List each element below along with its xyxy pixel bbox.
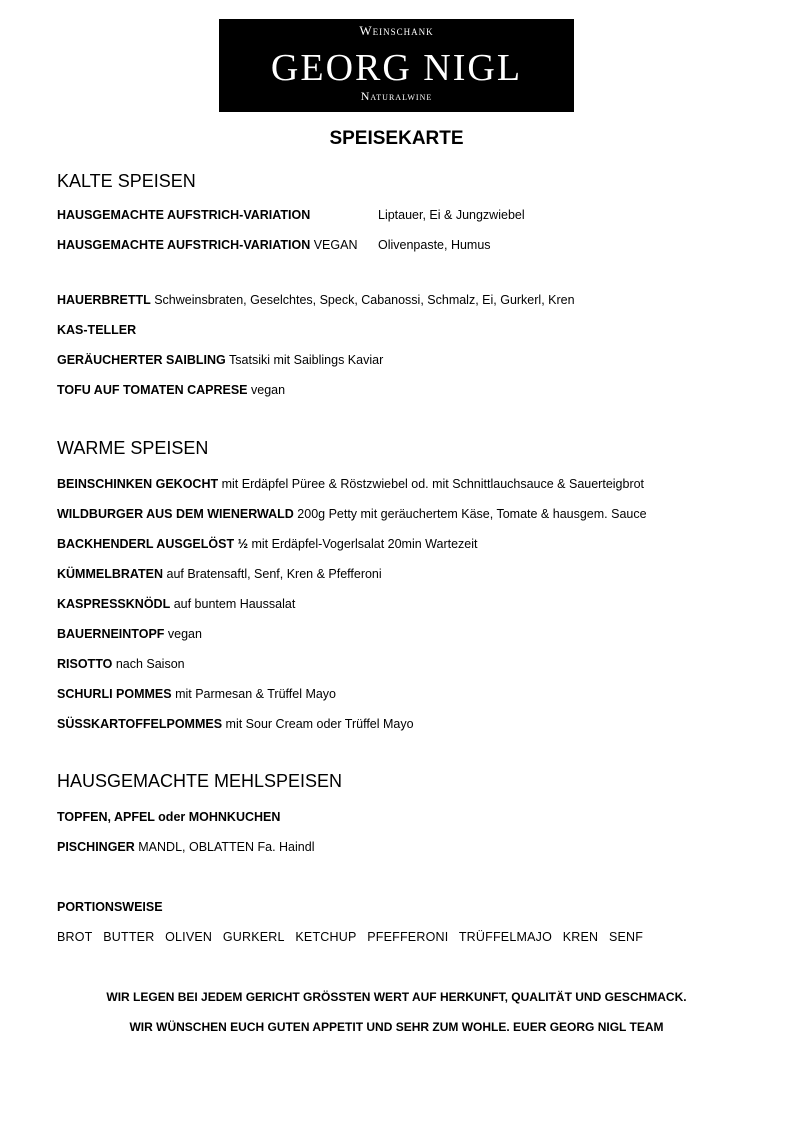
menu-item-desc: vegan (247, 383, 286, 397)
menu-item-name: KAS-TELLER (57, 323, 137, 337)
portion-heading-label: PORTIONSWEISE (57, 900, 163, 914)
menu-item-desc: mit Erdäpfel-Vogerlsalat 20min Wartezeit (248, 537, 478, 551)
menu-item-detail: Olivenpaste, Humus (378, 238, 491, 252)
menu-item (57, 383, 285, 397)
menu-item-name: RISOTTO (57, 657, 113, 671)
menu-item (57, 537, 478, 551)
logo-line-naturalwine: Naturalwine (360, 89, 433, 103)
menu-item-name: HAUSGEMACHTE AUFSTRICH-VARIATION (57, 208, 311, 222)
menu-item-name: HAUSGEMACHTE AUFSTRICH-VARIATION (57, 238, 311, 252)
menu-item (57, 627, 202, 641)
menu-item (57, 323, 136, 337)
menu-item-name: BACKHENDERL AUSGELÖST ½ (57, 537, 248, 551)
logo-line-name: GEORG NIGL (270, 47, 523, 89)
portion-heading (57, 900, 163, 914)
section-heading-kalte: KALTE SPEISEN (57, 171, 196, 191)
menu-item-desc: MANDL, OBLATTEN Fa. Haindl (134, 840, 315, 854)
extra-item: BROT (57, 930, 93, 944)
menu-item (57, 687, 336, 701)
extra-item: SENF (608, 930, 644, 944)
menu-item (57, 567, 382, 581)
menu-item (57, 507, 647, 521)
portion-extras-list (57, 930, 650, 944)
menu-item-name: SCHURLI POMMES (57, 687, 172, 701)
menu-item (57, 353, 383, 367)
menu-item-name: BEINSCHINKEN GEKOCHT (57, 477, 219, 491)
menu-item (57, 597, 295, 611)
menu-item (57, 810, 280, 824)
extra-item: TRÜFFELMAJO (458, 930, 553, 944)
menu-item-desc: mit Parmesan & Trüffel Mayo (171, 687, 337, 701)
menu-item (57, 477, 644, 491)
menu-item (57, 238, 357, 252)
section-heading-warme: WARME SPEISEN (57, 438, 209, 458)
menu-item (57, 717, 414, 731)
menu-item (57, 293, 575, 307)
menu-item-desc: 200g Petty mit geräuchertem Käse, Tomate & hausgem. Sauce (293, 507, 647, 521)
extra-item: PFEFFERONI (367, 930, 449, 944)
logo-line-weinschank: Weinschank (359, 23, 434, 38)
menu-item-desc: auf Bratensaftl, Senf, Kren & Pfefferoni (163, 567, 382, 581)
menu-item (57, 840, 314, 854)
extra-item: KREN (562, 930, 599, 944)
menu-item-name: PISCHINGER (57, 840, 135, 854)
menu-item-name: WILDBURGER AUS DEM WIENERWALD (57, 507, 294, 521)
section-heading-mehlspeisen: HAUSGEMACHTE MEHLSPEISEN (57, 771, 343, 791)
menu-item-desc: mit Sour Cream oder Trüffel Mayo (222, 717, 414, 731)
extra-item: GURKERL (222, 930, 285, 944)
menu-item-name: HAUERBRETTL (57, 293, 151, 307)
menu-item-name: TOFU AUF TOMATEN CAPRESE (57, 383, 248, 397)
menu-item-name: KASPRESSKNÖDL (57, 597, 171, 611)
menu-item-name: TOPFEN, APFEL oder MOHNKUCHEN (57, 810, 281, 824)
menu-item-name: KÜMMELBRATEN (57, 567, 164, 581)
menu-item-desc: auf buntem Haussalat (170, 597, 296, 611)
menu-item-desc: Tsatsiki mit Saiblings Kaviar (225, 353, 384, 367)
menu-item-desc: vegan (164, 627, 202, 641)
page-title: SPEISEKARTE (329, 128, 464, 149)
extra-item: BUTTER (103, 930, 155, 944)
menu-item-name: SÜSSKARTOFFELPOMMES (57, 717, 223, 731)
menu-item-desc: nach Saison (112, 657, 185, 671)
restaurant-logo (219, 19, 574, 112)
footer-line-quality: WIR LEGEN BEI JEDEM GERICHT GRÖSSTEN WERT AUF HERKUNFT, QUALITÄT UND GESCHMACK. (106, 990, 687, 1004)
extra-item: KETCHUP (295, 930, 357, 944)
menu-item-desc: Schweinsbraten, Geselchtes, Speck, Cabanossi, Schmalz, Ei, Gurkerl, Kren (150, 293, 575, 307)
menu-item-desc: mit Erdäpfel Püree & Röstzwiebel od. mit Schnittlauchsauce & Sauerteigbrot (218, 477, 645, 491)
footer-line-greeting: WIR WÜNSCHEN EUCH GUTEN APPETIT UND SEHR ZUM WOHLE. EUER GEORG NIGL TEAM (129, 1020, 664, 1034)
menu-item-name: BAUERNEINTOPF (57, 627, 165, 641)
menu-item-detail: Liptauer, Ei & Jungzwiebel (378, 208, 525, 222)
menu-item (57, 208, 310, 222)
menu-item-name: GERÄUCHERTER SAIBLING (57, 353, 226, 367)
menu-item-suffix: VEGAN (310, 238, 358, 252)
menu-item (57, 657, 185, 671)
extra-item: OLIVEN (165, 930, 213, 944)
